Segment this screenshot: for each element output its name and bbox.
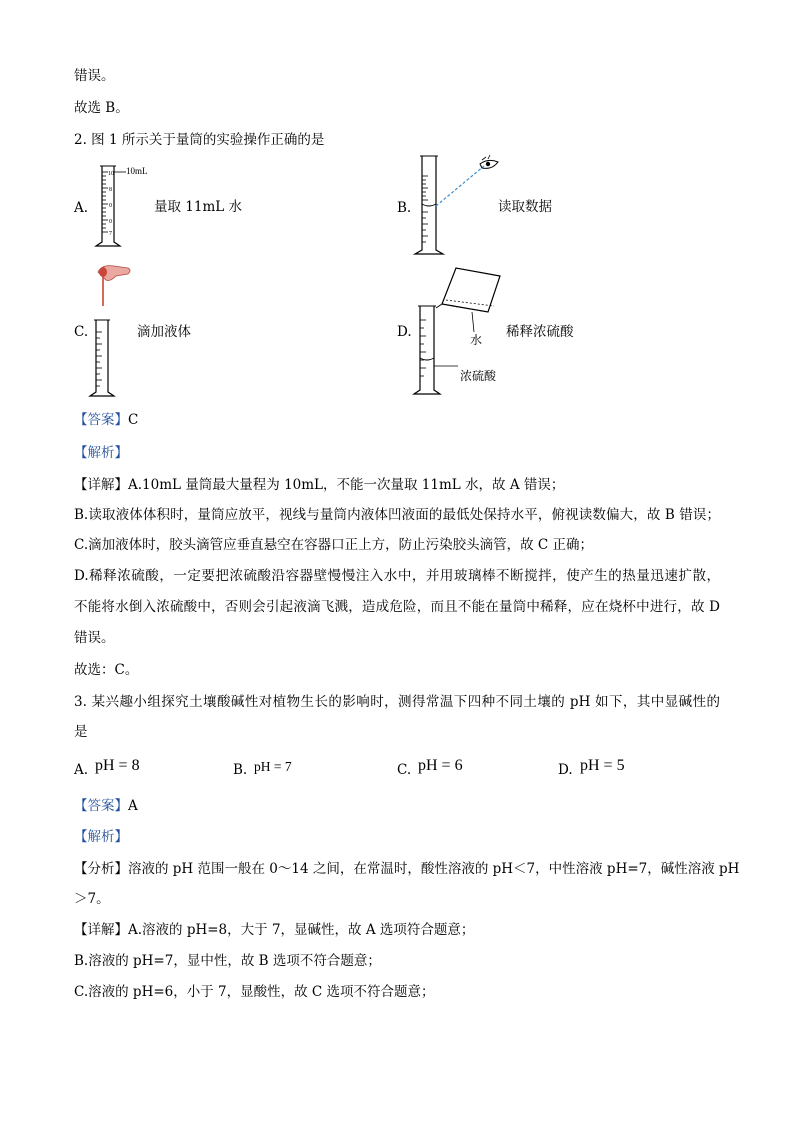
answer-line	[74, 410, 138, 430]
text-line: 故选 B。	[74, 100, 129, 116]
option-d-text: 稀释浓硫酸	[506, 324, 574, 340]
detail-b: B.溶液的 pH=7，显中性，故 B 选项不符合题意；	[74, 953, 381, 969]
tick-label: 0	[109, 219, 112, 225]
question-3-stem: 是	[74, 724, 88, 740]
water-label: 水	[470, 333, 483, 347]
detail-c: C.滴加液体时，胶头滴管应垂直悬空在容器口正上方，防止污染胶头滴管，故 C 正确；	[74, 537, 594, 553]
analysis-tag: 【解析】	[74, 445, 128, 461]
graduated-cylinder-a-figure	[92, 160, 154, 252]
detail-tag: 【详解】	[74, 477, 128, 493]
cylinder-a-capacity-label: 10mL	[126, 166, 148, 176]
acid-label: 浓硫酸	[460, 369, 497, 383]
detail-line	[74, 475, 564, 495]
detail-b: B.读取液体体积时，量筒应放平，视线与量筒内液体凹液面的最低处保持水平，俯视读数偏大，故 B 错误；	[74, 507, 720, 523]
option-c-letter: C.	[397, 762, 412, 778]
answer-tag: 【答案】	[74, 798, 128, 814]
detail-tag: 【详解】	[74, 922, 128, 938]
detail-a: A.10mL 量筒最大量程为 10mL，不能一次量取 11mL 水，故 A 错误；	[128, 477, 565, 493]
option-a-letter: A.	[74, 762, 89, 778]
answer-tag: 【答案】	[74, 412, 128, 428]
dropper-cylinder-c-figure	[88, 260, 138, 400]
detail-c: C.溶液的 pH=6，小于 7，显酸性，故 C 选项不符合题意；	[74, 984, 435, 1000]
option-a-text: pH = 8	[95, 757, 140, 774]
detail-a: A.溶液的 pH=8，大于 7，显碱性，故 A 选项符合题意；	[128, 922, 475, 938]
option-b-letter: B.	[233, 762, 248, 778]
analysis-body: 溶液的 pH 范围一般在 0～14 之间，在常温时，酸性溶液的 pH＜7，中性溶液 pH=7，碱性溶液 pH	[128, 861, 740, 877]
tick-label: 7	[109, 231, 112, 237]
dilute-acid-d-figure	[412, 262, 512, 398]
option-c-letter: C.	[74, 324, 89, 340]
option-a-letter: A.	[74, 200, 89, 216]
analysis-line	[74, 443, 128, 463]
text-line: 错误。	[74, 68, 115, 84]
detail-line	[74, 920, 474, 940]
answer-value: C	[128, 412, 139, 428]
answer-line	[74, 796, 138, 816]
option-d-text: pH = 5	[580, 757, 625, 774]
conclusion: 故选：C。	[74, 662, 139, 678]
option-b-letter: B.	[397, 200, 412, 216]
question-2-stem: 2. 图 1 所示关于量筒的实验操作正确的是	[74, 132, 325, 148]
option-c-text: 滴加液体	[137, 324, 191, 340]
detail-d: D.稀释浓硫酸，一定要把浓硫酸沿容器壁慢慢注入水中，并用玻璃棒不断搅拌，使产生的热量迅速扩散，	[74, 568, 720, 584]
tick-label: 8	[109, 187, 112, 193]
analysis-sub-tag: 【分析】	[74, 861, 128, 877]
option-b-text: pH = 7	[254, 759, 292, 774]
option-a-text: 量取 11mL 水	[154, 199, 243, 215]
option-b-text: 读取数据	[498, 199, 552, 215]
option-d-letter: D.	[397, 324, 412, 340]
analysis-line	[74, 827, 128, 847]
analysis-tag: 【解析】	[74, 829, 128, 845]
tick-label: 0	[109, 203, 112, 209]
tick-label: 10	[108, 171, 114, 177]
analysis-text: ＞7。	[74, 891, 110, 907]
option-c-text: pH = 6	[418, 757, 463, 774]
answer-value: A	[128, 798, 138, 814]
option-d-letter: D.	[558, 762, 573, 778]
question-3-stem: 3. 某兴趣小组探究土壤酸碱性对植物生长的影响时，测得常温下四种不同土壤的 pH 如下，其中显碱性的	[74, 694, 720, 710]
graduated-cylinder-b-figure	[412, 152, 504, 260]
detail-d: 错误。	[74, 630, 115, 646]
analysis-text	[74, 859, 740, 879]
detail-d: 不能将水倒入浓硫酸中，否则会引起液滴飞溅，造成危险，而且不能在量筒中稀释，应在烧杯中进行，故 D	[74, 599, 720, 615]
